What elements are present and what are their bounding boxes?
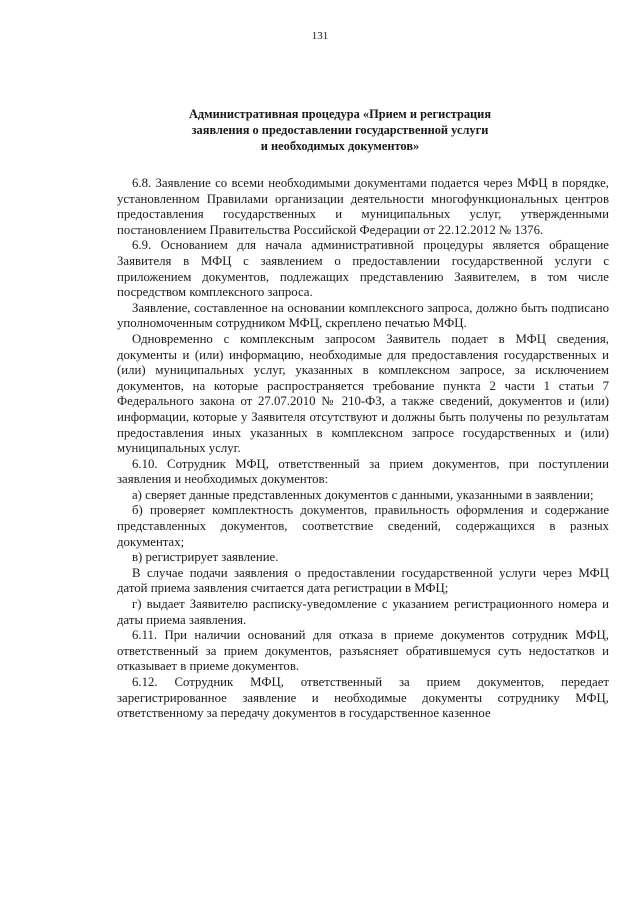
paragraph-6-10: 6.10. Сотрудник МФЦ, ответственный за прием документов, при поступлении заявления и необходимых документов: bbox=[117, 456, 609, 487]
paragraph-registration-date: В случае подачи заявления о предоставлении государственной услуги через МФЦ датой приема заявления считается дата регистрации в МФЦ; bbox=[117, 565, 609, 596]
list-item-a: а) сверяет данные представленных документов с данными, указанными в заявлении; bbox=[132, 487, 594, 502]
paragraph-6-8: 6.8. Заявление со всеми необходимыми документами подается через МФЦ в порядке, установленном Правилами организации деятельности многофункциональных центров предоставления государственных и муниципальных услуг, утвержденными постановлением Правительства Российской Федерации от 22.12.2012 № 1376. bbox=[117, 176, 609, 237]
heading-line: Административная процедура «Прием и регистрация bbox=[188, 107, 492, 121]
paragraph-6-12: 6.12. Сотрудник МФЦ, ответственный за прием документов, передает зарегистрированное заявление и необходимые документы сотруднику МФЦ, ответственному за передачу документов в государственное казенное bbox=[117, 675, 609, 721]
heading-line: заявления о предоставлении государственной услуги bbox=[191, 123, 489, 137]
page-number: 131 bbox=[311, 30, 329, 42]
body-text bbox=[117, 176, 609, 722]
paragraph-complex-request-documents: Одновременно с комплексным запросом Заявитель подает в МФЦ сведения, документы и (или) информацию, необходимые для предоставления государственных и (или) муниципальных услуг, указанных в комплексном запросе, за исключением документов, на которые распространяется требование пункта 2 части 1 статьи 7 Федерального закона от 27.07.2010 № 210-ФЗ, а также сведений, документов и (или) информации, которые у Заявителя отсутствуют и должны быть получены по результатам предоставления иных указанных в комплексном запросе государственных и (или) муниципальных услуг. bbox=[117, 331, 609, 456]
heading-line: и необходимых документов» bbox=[260, 139, 420, 153]
section-heading bbox=[120, 106, 560, 154]
paragraph-complex-request-signature: Заявление, составленное на основании комплексного запроса, должно быть подписано уполномоченным сотрудником МФЦ, скреплено печатью МФЦ. bbox=[117, 300, 609, 331]
paragraph-6-11: 6.11. При наличии оснований для отказа в приеме документов сотрудник МФЦ, ответственный за прием документов, разъясняет обратившемуся суть недостатков и отказывает в приеме документов. bbox=[117, 628, 609, 674]
list-item-g: г) выдает Заявителю расписку-уведомление с указанием регистрационного номера и даты приема заявления. bbox=[117, 597, 609, 627]
list-item-v: в) регистрирует заявление. bbox=[132, 550, 279, 565]
paragraph-6-9: 6.9. Основанием для начала административной процедуры является обращение Заявителя в МФЦ с заявлением о предоставлении государственной услуги с приложением документов, подлежащих представлению Заявителем, в том числе посредством комплексного запроса. bbox=[117, 238, 609, 300]
list-item-b: б) проверяет комплектность документов, правильность оформления и содержание представленных документов, соответствие сведений, содержащихся в разных документах; bbox=[117, 503, 609, 549]
